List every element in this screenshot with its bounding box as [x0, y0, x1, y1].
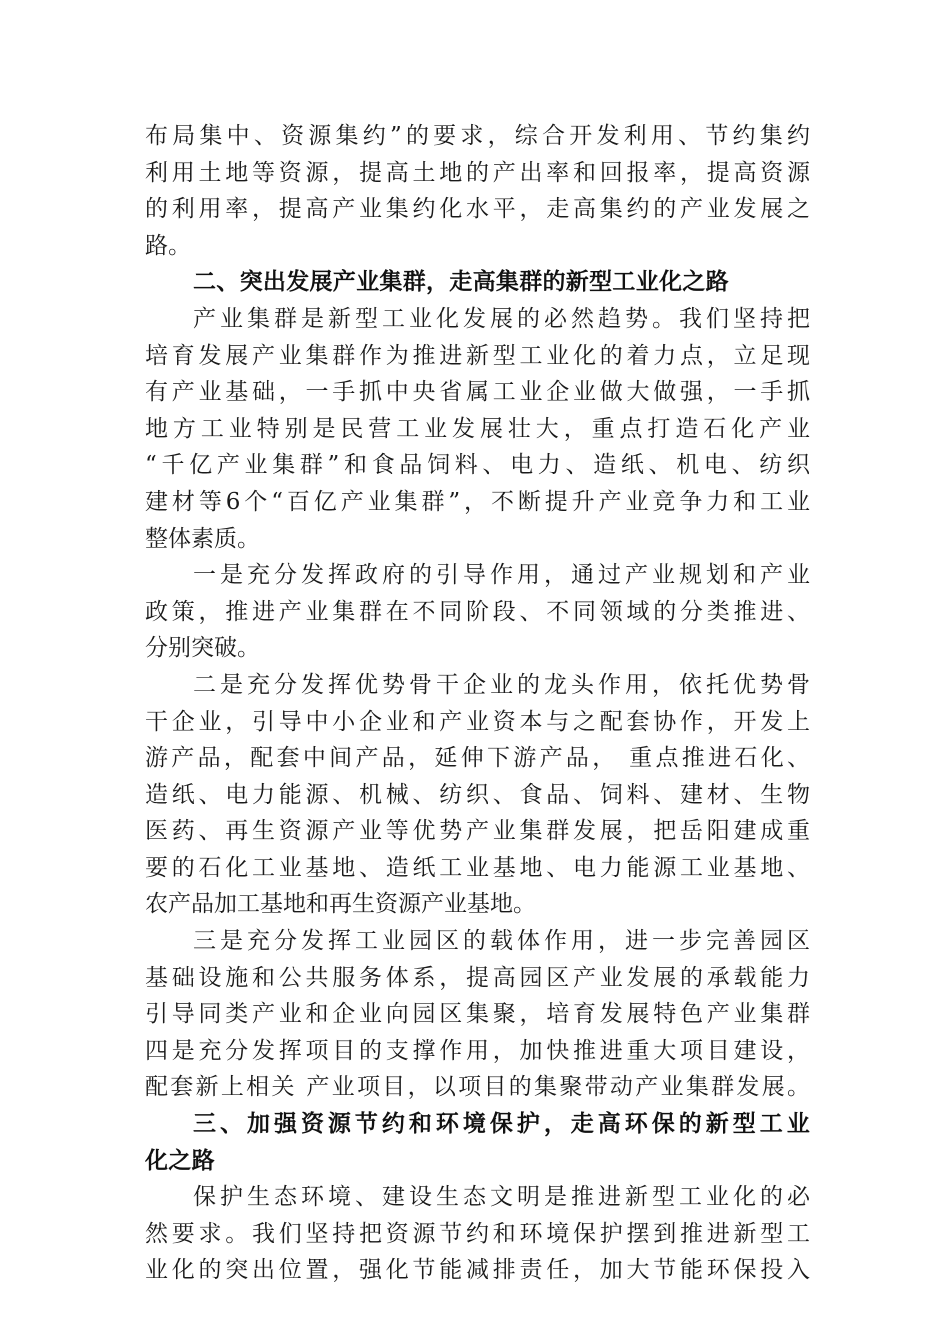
paragraph-line: 然要求。我们坚持把资源节约和环境保护摆到推进新型工: [145, 1220, 810, 1247]
paragraph-line: 基础设施和公共服务体系，提高园区产业发展的承载能力: [145, 964, 810, 991]
paragraph-line: 布局集中、资源集约”的要求，综合开发利用、节约集约: [145, 123, 810, 149]
paragraph-line: 四是充分发挥项目的支撑作用，加快推进重大项目建设，: [145, 1037, 810, 1064]
paragraph-line: 政策，推进产业集群在不同阶段、不同领域的分类推进、: [145, 598, 810, 625]
paragraph-line: 游产品，配套中间产品，延伸下游产品， 重点推进石化、: [145, 745, 810, 772]
paragraph-line: 培育发展产业集群作为推进新型工业化的着力点，立足现: [145, 342, 810, 369]
paragraph-line: 产业集群是新型工业化发展的必然趋势。我们坚持把: [193, 305, 810, 332]
paragraph-line: 医药、再生资源产业等优势产业集群发展，把岳阳建成重: [145, 818, 810, 845]
paragraph-line: 有产业基础，一手抓中央省属工业企业做大做强，一手抓: [145, 379, 810, 406]
paragraph-line: 干企业，引导中小企业和产业资本与之配套协作，开发上: [145, 708, 810, 735]
paragraph-line: 的利用率，提高产业集约化水平，走高集约的产业发展之: [145, 196, 810, 223]
paragraph-line: 配套新上相关 产业项目，以项目的集聚带动产业集群发展。: [145, 1074, 810, 1101]
paragraph-line: 保护生态环境、建设生态文明是推进新型工业化的必: [193, 1184, 810, 1211]
section-heading-line: 三、加强资源节约和环境保护，走高环保的新型工业: [193, 1111, 810, 1138]
section-heading-line: 二、突出发展产业集群，走高集群的新型工业化之路: [193, 269, 729, 296]
document-body: [145, 118, 810, 1289]
paragraph-line: 地方工业特别是民营工业发展壮大，重点打造石化产业: [145, 415, 810, 442]
paragraph-line: 一是充分发挥政府的引导作用，通过产业规划和产业: [193, 562, 810, 589]
paragraph-line: 要的石化工业基地、造纸工业基地、电力能源工业基地、: [145, 854, 810, 881]
paragraph-line: “千亿产业集群”和食品饲料、电力、造纸、机电、纺织: [145, 452, 810, 479]
paragraph-line: 三是充分发挥工业园区的载体作用，进一步完善园区: [193, 928, 810, 955]
paragraph-line: 整体素质。: [145, 525, 260, 552]
paragraph-line: 利用土地等资源，提高土地的产出率和回报率，提高资源: [145, 159, 810, 186]
paragraph-line: 引导同类产业和企业向园区集聚，培育发展特色产业集群: [145, 1001, 810, 1028]
paragraph-line: 农产品加工基地和再生资源产业基地。: [145, 891, 536, 918]
paragraph-line: 分别突破。: [145, 635, 260, 662]
paragraph-line: 路。: [145, 232, 191, 259]
paragraph-line: 业化的突出位置，强化节能减排责任，加大节能环保投入: [145, 1257, 810, 1284]
paragraph-line: 造纸、电力能源、机械、纺织、食品、饲料、建材、生物: [145, 781, 810, 808]
section-heading-line: 化之路: [145, 1147, 215, 1174]
paragraph-line: 建材等6个“百亿产业集群”，不断提升产业竞争力和工业: [145, 488, 810, 515]
paragraph-line: 二是充分发挥优势骨干企业的龙头作用，依托优势骨: [193, 671, 810, 698]
